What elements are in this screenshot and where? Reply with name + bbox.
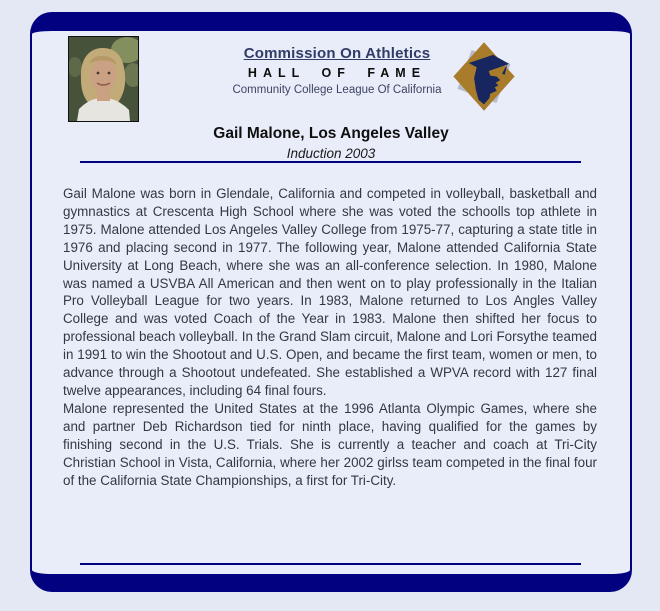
- org-title: Commission On Athletics: [243, 45, 431, 62]
- organization-header: [197, 45, 477, 96]
- title-block: [32, 125, 630, 161]
- hall-of-fame-label: HALL OF FAME: [247, 66, 427, 80]
- bottom-divider: [80, 563, 581, 565]
- page-frame: [30, 12, 632, 592]
- bio-paragraph-2: Malone represented the United States at the 1996 Atlanta Olympic Games, where she and partner Deb Richardson tied for ninth place, having qualified for the games by finishing second in the U.S. Trials. She is currently a teacher and coach at Tri-City Christian School in Vista, California, where her 2002 girlss team competed in the final four of the California State Championships, a first for Tri-City.: [63, 400, 597, 488]
- top-divider: [80, 161, 581, 163]
- inductee-photo-graphic: [69, 37, 138, 121]
- coa-logo-graphic: [439, 36, 529, 117]
- induction-year: Induction 2003: [286, 146, 376, 161]
- org-tagline: Community College League Of California: [232, 84, 442, 96]
- content-area: [32, 31, 630, 574]
- inductee-name-heading: Gail Malone, Los Angeles Valley: [213, 125, 449, 142]
- bio-paragraph-1: Gail Malone was born in Glendale, California and competed in volleyball, basketball and gymnastics at Crescenta High School where she was voted the schoolls top athlete in 1975. Malone attended Los Angeles Valley College from 1975-77, capturing a state title in 1976 and placing second in 1977. The following year, Malone attended California State University at Long Beach, where she was an all-conference selection. In 1980, Malone was named a USVBA All American and then went on to play professionally in the Italian Pro Volleyball League for two years. In 1983, Malone returned to Los Angles Valley College and was voted Coach of the Year in 1983. Malone then shifted her focus to professional beach volleyball. In the Grand Slam circuit, Malone and Lori Forsythe teamed in 1991 to win the Shootout and U.S. Open, and became the first team, women or men, to advance through a Shootout undefeated. She established a WPVA record with 127 final twelve appearances, including 64 final fours.: [63, 186, 597, 398]
- biography-text: [63, 185, 597, 489]
- inductee-photo: [68, 36, 139, 122]
- coa-logo-icon: [439, 36, 529, 117]
